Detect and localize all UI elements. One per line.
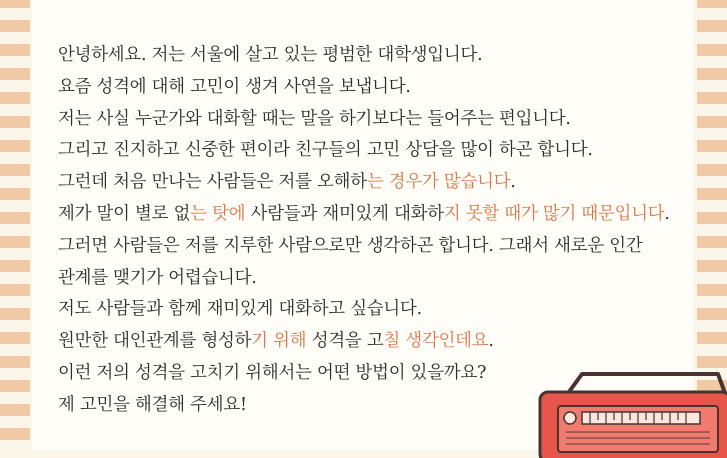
stripe <box>0 116 30 128</box>
highlighted-text: 는 경우가 많습니다 <box>366 172 511 193</box>
stripe <box>697 20 727 32</box>
highlighted-text: 기 위해 <box>251 331 307 352</box>
letter-line <box>58 135 718 167</box>
highlighted-text: 칠 생각인데요 <box>383 331 489 352</box>
letter-text-segment: 제 고민을 해결해 주세요! <box>58 394 247 415</box>
letter-text-segment: 그런데 처음 만나는 사람들은 저를 오해하 <box>58 172 367 193</box>
stripe <box>0 260 30 272</box>
letter-text-segment: . <box>664 203 670 224</box>
stripe <box>0 164 30 176</box>
letter-text-segment: 원만한 대인관계를 형성하 <box>58 331 252 352</box>
stripe <box>0 92 30 104</box>
letter-text-segment: . <box>510 172 516 193</box>
stripe <box>0 140 30 152</box>
letter-text-segment: . <box>488 331 494 352</box>
letter-line <box>58 231 718 263</box>
stripe <box>0 212 30 224</box>
stripe <box>0 308 30 320</box>
letter-line <box>58 326 718 358</box>
letter-text-segment: 관계를 맺기가 어렵습니다. <box>58 267 257 288</box>
stripe <box>0 380 30 392</box>
stripe <box>0 236 30 248</box>
stripe <box>0 20 30 32</box>
stripe <box>0 188 30 200</box>
letter-text-segment: 그리고 진지하고 신중한 편이라 친구들의 고민 상담을 많이 하곤 합니다. <box>58 140 593 161</box>
letter-text-segment: 안녕하세요. 저는 서울에 살고 있는 평범한 대학생입니다. <box>58 45 483 65</box>
letter-line <box>58 167 718 199</box>
letter-text-segment: 그러면 사람들은 저를 지루한 사람으로만 생각하곤 합니다. 그래서 새로운 인간 <box>58 235 643 256</box>
stripe <box>697 0 727 8</box>
letter-text-segment: 저는 사실 누군가와 대화할 때는 말을 하기보다는 들어주는 편입니다. <box>58 108 571 129</box>
letter-line <box>58 294 718 326</box>
stripe <box>0 356 30 368</box>
letter-text-segment: 사람들과 재미있게 대화하 <box>245 203 444 224</box>
highlighted-text: 지 못할 때가 많기 때문입니다 <box>443 203 665 224</box>
letter-text-segment: 요즘 성격에 대해 고민이 생겨 사연을 보냅니다. <box>58 76 411 97</box>
stripe <box>0 428 30 440</box>
letter-text-segment: 제가 말이 별로 없 <box>58 203 191 224</box>
stripe <box>0 404 30 416</box>
highlighted-text: 는 탓에 <box>190 203 246 224</box>
letter-body <box>58 40 718 422</box>
letter-text-segment: 이런 저의 성격을 고치기 위해서는 어떤 방법이 있을까요? <box>58 362 487 383</box>
letter-line <box>58 72 718 104</box>
stripe <box>0 0 30 8</box>
stripe <box>0 68 30 80</box>
letter-text-segment: 성격을 고 <box>306 331 384 352</box>
letter-text-segment: 저도 사람들과 함께 재미있게 대화하고 싶습니다. <box>58 299 422 320</box>
stripe <box>0 44 30 56</box>
stripe <box>0 284 30 296</box>
letter-line <box>58 40 718 72</box>
left-stripe-border <box>0 0 30 450</box>
letter-line <box>58 263 718 295</box>
letter-line <box>58 199 718 231</box>
radio-icon <box>530 368 727 458</box>
stripe <box>0 332 30 344</box>
letter-line <box>58 104 718 136</box>
